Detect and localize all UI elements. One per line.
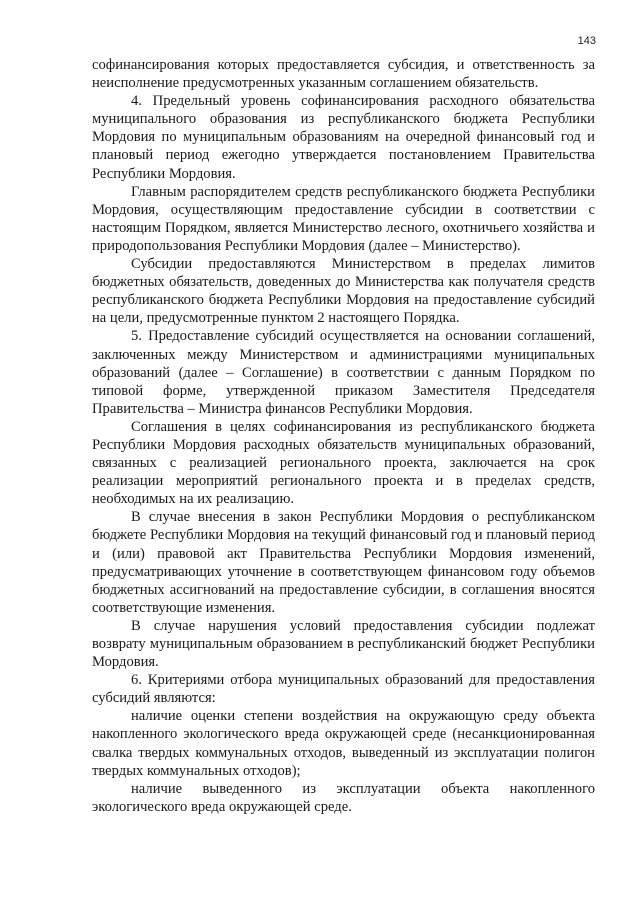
- paragraph-4: Субсидии предоставляются Министерством в пределах лимитов бюджетных обязательств, доведенных до Министерства как получателя средств республиканского бюджета Республики Мордовия на предоставление субсидий на цели, предусмотренные пунктом 2 настоящего Порядка.: [92, 256, 595, 327]
- paragraph-11: наличие выведенного из эксплуатации объекта накопленного экологического вреда окружающей среде.: [92, 780, 595, 815]
- paragraph-5: 5. Предоставление субсидий осуществляется на основании соглашений, заключенных между Министерством и администрациями муниципальных образований (далее – Соглашение) в соответствии с данным Порядком по типовой форме, утвержденной приказом Заместителя Председателя Правительства – Министра финансов Республики Мордовия.: [92, 328, 595, 417]
- page-number: 143: [577, 35, 596, 47]
- paragraph-10: наличие оценки степени воздействия на окружающую среду объекта накопленного экологического вреда окружающей среде (несанкционированная свалка твердых коммунальных отходов, выведенный из эксплуатации полигон твердых коммунальных отходов);: [92, 708, 595, 779]
- paragraph-1: софинансирования которых предоставляется субсидия, и ответственность за неисполнение предусмотренных указанным соглашением обязательств.: [92, 57, 595, 92]
- paragraph-3: Главным распорядителем средств республиканского бюджета Республики Мордовия, осуществляющим предоставление субсидии в соответствии с настоящим Порядком, является Министерство лесного, охотничьего хозяйства и природопользования Республики Мордовия (далее – Министерство).: [92, 183, 595, 254]
- paragraph-9: 6. Критериями отбора муниципальных образований для предоставления субсидий являются:: [92, 672, 595, 707]
- paragraph-7: В случае внесения в закон Республики Мордовия о республиканском бюджете Республики Мордовия на текущий финансовый год и плановый период и (или) правовой акт Правительства Республики Мордовия изменений, предусматривающих уточнение в соответствующем финансовом году объемов бюджетных ассигнований на предоставление субсидии, в соглашения вносятся соответствующие изменения.: [92, 509, 595, 616]
- paragraph-6: Соглашения в целях софинансирования из республиканского бюджета Республики Мордовия расходных обязательств муниципальных образований, связанных с реализацией регионального проекта, заключается на срок реализации мероприятий регионального проекта и в пределах средств, необходимых на их реализацию.: [92, 418, 595, 508]
- paragraph-8: В случае нарушения условий предоставления субсидии подлежат возврату муниципальным образованием в республиканский бюджет Республики Мордовия.: [92, 617, 595, 671]
- paragraph-2: 4. Предельный уровень софинансирования расходного обязательства муниципального образования из республиканского бюджета Республики Мордовия по муниципальным образованиям на очередной финансовый год и плановый период ежегодно утверждается постановлением Правительства Республики Мордовия.: [92, 93, 595, 182]
- document-body: [92, 56, 595, 816]
